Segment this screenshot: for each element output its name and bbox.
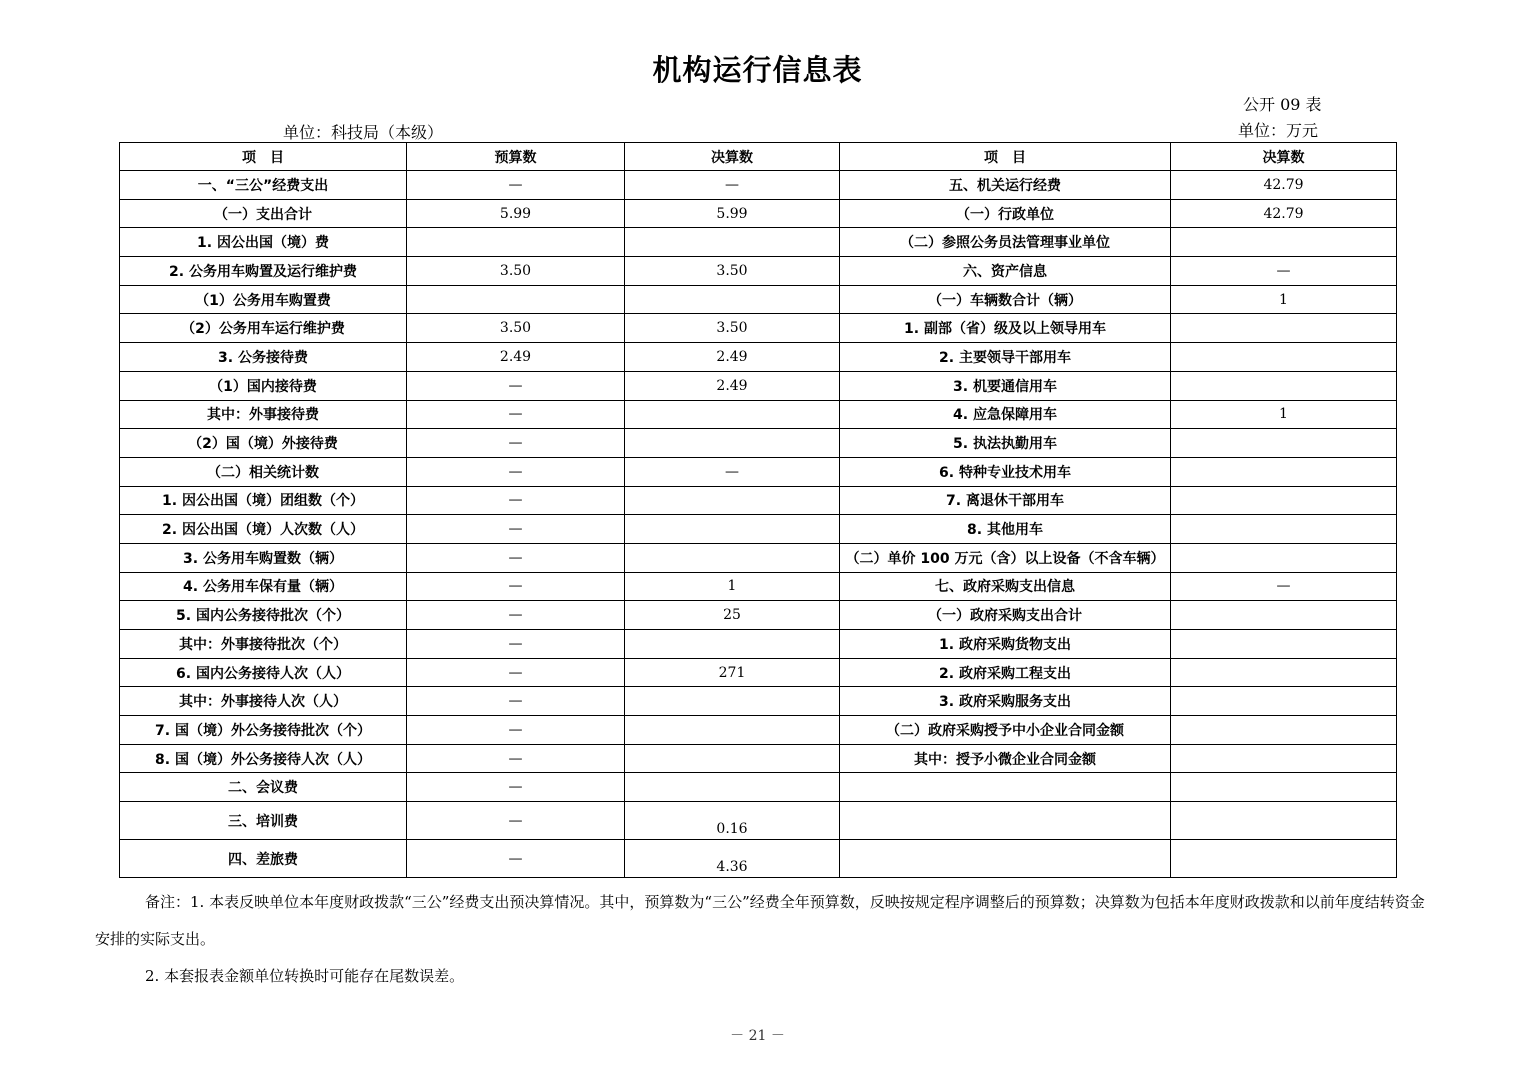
row-final-right	[1171, 802, 1397, 840]
row-final-left: —	[625, 457, 840, 486]
row-final-left	[625, 400, 840, 429]
row-final-left: 1	[625, 572, 840, 601]
row-item-right: 1. 政府采购货物支出	[840, 630, 1171, 659]
row-item-right: 2. 主要领导干部用车	[840, 343, 1171, 372]
row-final-left: 5.99	[625, 199, 840, 228]
row-item-right: 7. 离退休干部用车	[840, 486, 1171, 515]
table-row	[120, 199, 1397, 228]
row-final-right	[1171, 457, 1397, 486]
table-row	[120, 687, 1397, 716]
row-final-left: 25	[625, 601, 840, 630]
row-item-left: 其中：外事接待人次（人）	[120, 687, 407, 716]
row-budget: 2.49	[407, 343, 625, 372]
row-item-right: （一）行政单位	[840, 199, 1171, 228]
row-item-right: 五、机关运行经费	[840, 171, 1171, 200]
row-item-right: （二）单价 100 万元（含）以上设备（不含车辆）	[840, 543, 1171, 572]
row-item-left: 8. 国（境）外公务接待人次（人）	[120, 744, 407, 773]
table-header-row	[120, 143, 1397, 171]
notes	[95, 884, 1435, 995]
row-item-left: 二、会议费	[120, 773, 407, 802]
table-row	[120, 840, 1397, 878]
row-final-right	[1171, 744, 1397, 773]
row-item-left: 其中：外事接待批次（个）	[120, 630, 407, 659]
row-final-left	[625, 773, 840, 802]
row-final-left	[625, 285, 840, 314]
table-row	[120, 515, 1397, 544]
row-item-right: 4. 应急保障用车	[840, 400, 1171, 429]
row-final-right	[1171, 486, 1397, 515]
table-row	[120, 457, 1397, 486]
row-final-right: 42.79	[1171, 199, 1397, 228]
row-item-left: 2. 因公出国（境）人次数（人）	[120, 515, 407, 544]
currency-unit: 单位：万元	[1238, 121, 1319, 140]
table-row	[120, 228, 1397, 257]
header-final-left: 决算数	[625, 143, 840, 171]
row-budget: —	[407, 601, 625, 630]
table-row	[120, 285, 1397, 314]
page-number: － 21 －	[730, 1028, 785, 1044]
row-item-left: 4. 公务用车保有量（辆）	[120, 572, 407, 601]
table-row	[120, 572, 1397, 601]
table-row	[120, 744, 1397, 773]
row-final-right	[1171, 658, 1397, 687]
table-row	[120, 429, 1397, 458]
info-table	[119, 142, 1397, 878]
row-final-right	[1171, 515, 1397, 544]
row-final-right	[1171, 630, 1397, 659]
note-2: 2. 本套报表金额单位转换时可能存在尾数误差。	[145, 967, 465, 985]
row-final-left	[625, 630, 840, 659]
row-budget: 3.50	[407, 314, 625, 343]
table-body	[120, 171, 1397, 878]
row-item-left: 6. 国内公务接待人次（人）	[120, 658, 407, 687]
table-row	[120, 257, 1397, 286]
row-final-left	[625, 543, 840, 572]
row-item-left: （1）公务用车购置费	[120, 285, 407, 314]
row-budget: —	[407, 515, 625, 544]
row-budget: —	[407, 371, 625, 400]
row-item-right: （二）政府采购授予中小企业合同金额	[840, 716, 1171, 745]
row-item-left: 一、“三公”经费支出	[120, 171, 407, 200]
table-row	[120, 343, 1397, 372]
row-item-right: 3. 机要通信用车	[840, 371, 1171, 400]
row-final-left: 3.50	[625, 314, 840, 343]
row-budget: —	[407, 429, 625, 458]
table-row	[120, 802, 1397, 840]
row-item-right: 3. 政府采购服务支出	[840, 687, 1171, 716]
row-final-left: 3.50	[625, 257, 840, 286]
row-item-left: 5. 国内公务接待批次（个）	[120, 601, 407, 630]
row-final-right	[1171, 687, 1397, 716]
page-title: 机构运行信息表	[652, 53, 863, 87]
row-item-left: 7. 国（境）外公务接待批次（个）	[120, 716, 407, 745]
row-item-right: 5. 执法执勤用车	[840, 429, 1171, 458]
row-budget: —	[407, 802, 625, 840]
row-final-right	[1171, 371, 1397, 400]
row-item-left: 1. 因公出国（境）团组数（个）	[120, 486, 407, 515]
row-final-right	[1171, 543, 1397, 572]
row-item-left: 三、培训费	[120, 802, 407, 840]
row-item-left: 四、差旅费	[120, 840, 407, 878]
row-budget: —	[407, 543, 625, 572]
row-final-right	[1171, 840, 1397, 878]
header-item-right: 项 目	[840, 143, 1171, 171]
table-row	[120, 543, 1397, 572]
table-row	[120, 486, 1397, 515]
row-final-left	[625, 716, 840, 745]
row-final-left: 2.49	[625, 343, 840, 372]
form-number: 公开 09 表	[1243, 95, 1322, 114]
row-budget: —	[407, 457, 625, 486]
row-final-right	[1171, 773, 1397, 802]
row-budget: —	[407, 630, 625, 659]
row-final-left: 2.49	[625, 371, 840, 400]
table-row	[120, 601, 1397, 630]
row-budget	[407, 285, 625, 314]
row-item-right: 1. 副部（省）级及以上领导用车	[840, 314, 1171, 343]
row-final-left: 271	[625, 658, 840, 687]
table-row	[120, 171, 1397, 200]
row-item-right: （一）政府采购支出合计	[840, 601, 1171, 630]
row-budget: —	[407, 171, 625, 200]
row-item-left: 3. 公务用车购置数（辆）	[120, 543, 407, 572]
table-row	[120, 371, 1397, 400]
table-row	[120, 773, 1397, 802]
row-item-right: 其中：授予小微企业合同金额	[840, 744, 1171, 773]
row-item-left: （一）支出合计	[120, 199, 407, 228]
row-budget: 5.99	[407, 199, 625, 228]
row-final-right	[1171, 429, 1397, 458]
row-budget: —	[407, 773, 625, 802]
row-item-left: 3. 公务接待费	[120, 343, 407, 372]
row-item-left: 2. 公务用车购置及运行维护费	[120, 257, 407, 286]
row-final-left: 0.16	[625, 802, 840, 840]
table-row	[120, 400, 1397, 429]
row-budget	[407, 228, 625, 257]
row-final-right: 42.79	[1171, 171, 1397, 200]
row-budget: —	[407, 400, 625, 429]
row-item-left: （1）国内接待费	[120, 371, 407, 400]
row-budget: —	[407, 840, 625, 878]
row-item-right: 2. 政府采购工程支出	[840, 658, 1171, 687]
row-budget: 3.50	[407, 257, 625, 286]
row-item-right	[840, 840, 1171, 878]
table-row	[120, 658, 1397, 687]
row-final-left	[625, 515, 840, 544]
row-item-right: 8. 其他用车	[840, 515, 1171, 544]
row-item-right: （二）参照公务员法管理事业单位	[840, 228, 1171, 257]
row-final-left	[625, 429, 840, 458]
row-budget: —	[407, 744, 625, 773]
header-final-right: 决算数	[1171, 143, 1397, 171]
table-row	[120, 314, 1397, 343]
row-item-left: 其中：外事接待费	[120, 400, 407, 429]
row-item-left: （2）公务用车运行维护费	[120, 314, 407, 343]
table-row	[120, 716, 1397, 745]
row-budget: —	[407, 716, 625, 745]
row-final-left: 4.36	[625, 840, 840, 878]
row-budget: —	[407, 572, 625, 601]
row-budget: —	[407, 486, 625, 515]
row-item-left: 1. 因公出国（境）费	[120, 228, 407, 257]
row-budget: —	[407, 658, 625, 687]
row-final-right: —	[1171, 257, 1397, 286]
row-final-left	[625, 486, 840, 515]
note-1: 备注：1. 本表反映单位本年度财政拨款“三公”经费支出预决算情况。其中，预算数为“三公”经费全年预算数，反映按规定程序调整后的预算数；决算数为包括本年度财政拨款和以前年度结转资金安排的实际支出。	[95, 893, 1425, 948]
row-item-right: 六、资产信息	[840, 257, 1171, 286]
row-final-right	[1171, 716, 1397, 745]
table-row	[120, 630, 1397, 659]
reporting-unit: 单位：科技局（本级）	[283, 123, 444, 142]
row-final-left	[625, 228, 840, 257]
header-budget: 预算数	[407, 143, 625, 171]
row-final-right	[1171, 343, 1397, 372]
row-item-right	[840, 773, 1171, 802]
row-final-left: —	[625, 171, 840, 200]
row-item-right	[840, 802, 1171, 840]
row-final-right	[1171, 601, 1397, 630]
row-final-left	[625, 687, 840, 716]
row-item-left: （二）相关统计数	[120, 457, 407, 486]
row-final-right: —	[1171, 572, 1397, 601]
row-final-right	[1171, 228, 1397, 257]
row-final-left	[625, 744, 840, 773]
row-item-right: 6. 特种专业技术用车	[840, 457, 1171, 486]
header-item-left: 项 目	[120, 143, 407, 171]
row-item-right: 七、政府采购支出信息	[840, 572, 1171, 601]
row-final-right: 1	[1171, 400, 1397, 429]
row-final-right: 1	[1171, 285, 1397, 314]
row-item-right: （一）车辆数合计（辆）	[840, 285, 1171, 314]
row-budget: —	[407, 687, 625, 716]
row-item-left: （2）国（境）外接待费	[120, 429, 407, 458]
row-final-right	[1171, 314, 1397, 343]
